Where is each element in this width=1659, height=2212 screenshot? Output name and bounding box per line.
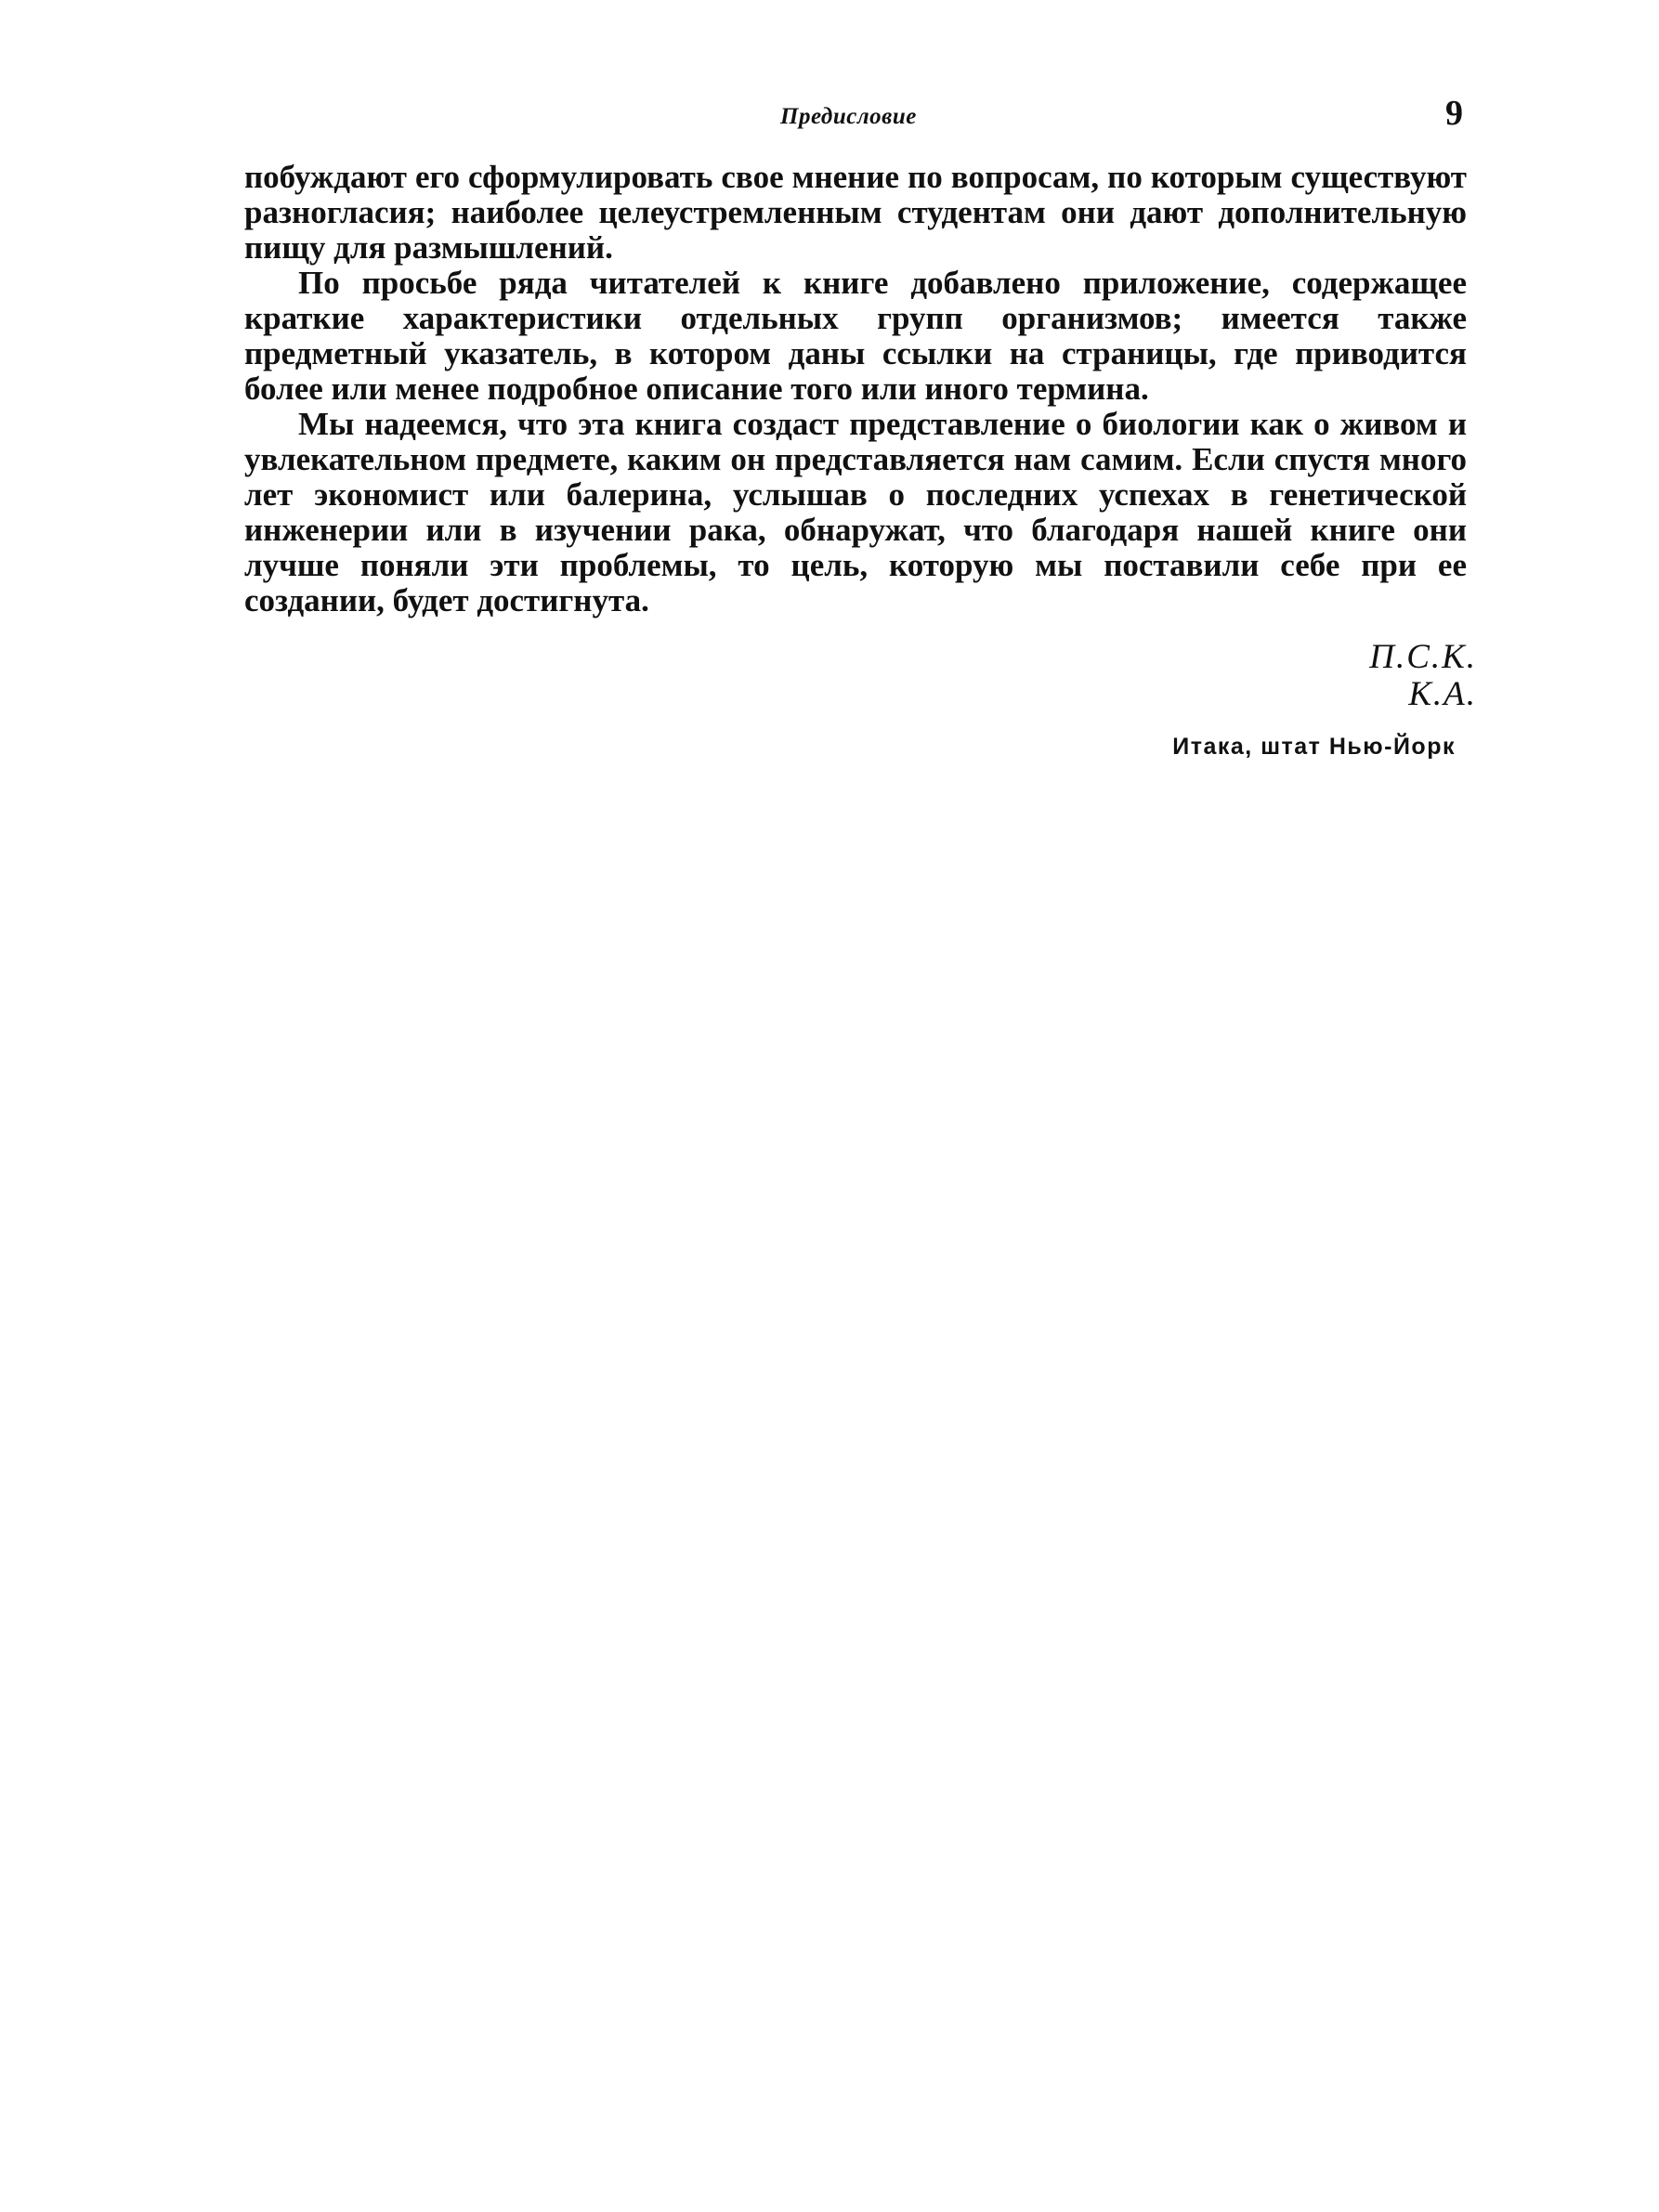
author-initials-2: К.А. xyxy=(1408,675,1477,713)
place-line: Итака, штат Нью-Йорк xyxy=(1172,734,1456,760)
author-initials-1: П.С.К. xyxy=(1369,638,1477,676)
preface-text xyxy=(244,160,1467,618)
paragraph-appendix: По просьбе ряда читателей к книге добавлено приложение, содержащее краткие характеристики отдельных групп организмов; имеется также предметный указатель, в котором даны ссылки на страницы, где приводится более или менее подробное описание того или иного термина. xyxy=(244,265,1467,407)
paragraph-continued: побуждают его сформулировать свое мнение по вопросам, по которым существуют разногласия; наиболее целеустремленным студентам они дают дополнительную пищу для размышлений. xyxy=(244,159,1467,266)
running-title: Предисловие xyxy=(780,104,917,129)
author-signature xyxy=(1369,639,1477,713)
page-number: 9 xyxy=(1445,94,1463,133)
paragraph-hope: Мы надеемся, что эта книга создаст представление о биологии как о живом и увлекательном предмете, каким он представляется нам самим. Если спустя много лет экономист или балерина, услышав о последних успехах в генетической инженерии или в изучении рака, обнаружат, что благодаря нашей книге они лучше поняли эти проблемы, то цель, которую мы поставили себе при ее создании, будет достигнута. xyxy=(244,406,1467,618)
